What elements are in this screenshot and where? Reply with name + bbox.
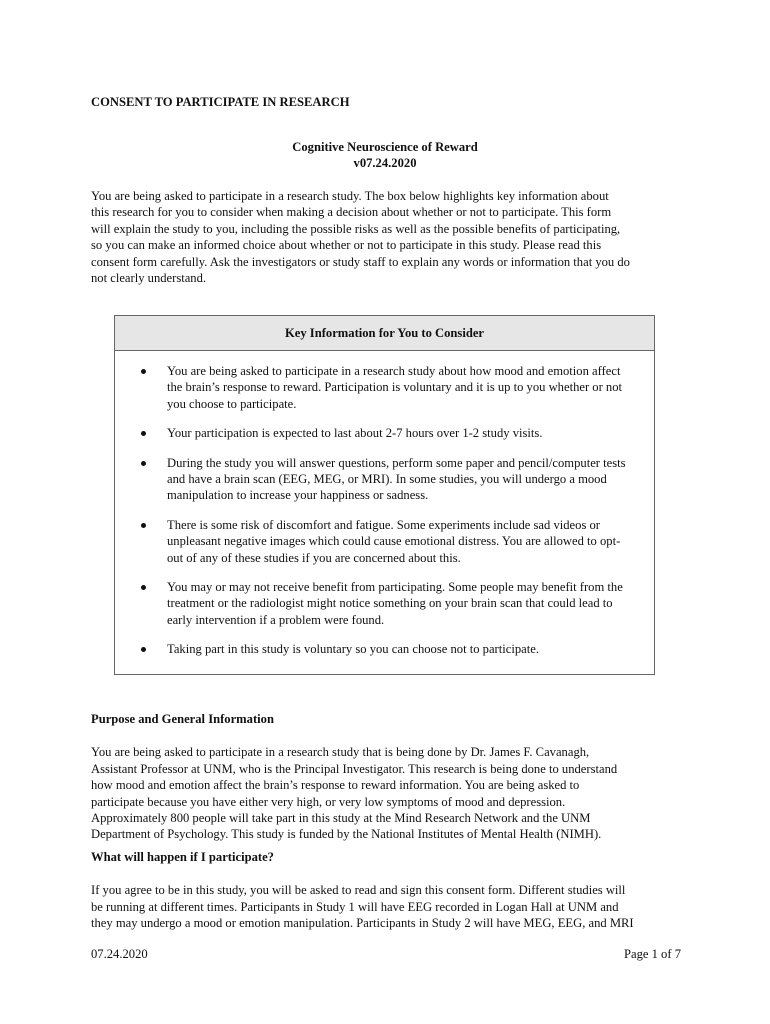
study-title-block bbox=[0, 139, 770, 172]
list-item-line: out of any of these studies if you are concerned about this. bbox=[167, 550, 461, 565]
bullet-icon bbox=[141, 369, 146, 374]
purpose-line: Assistant Professor at UNM, who is the Principal Investigator. This research is being done to understand bbox=[91, 761, 618, 776]
bullet-icon bbox=[141, 431, 146, 436]
list-item-line: Your participation is expected to last about 2-7 hours over 1-2 study visits. bbox=[167, 426, 543, 441]
list-item-line: You are being asked to participate in a research study about how mood and emotion affect bbox=[167, 364, 621, 378]
bullet-icon bbox=[141, 523, 146, 528]
intro-line: will explain the study to you, including the possible risks as well as the possible benefits of participating, bbox=[91, 221, 621, 236]
study-title: Cognitive Neuroscience of Reward bbox=[292, 140, 478, 154]
list-item-line: and have a brain scan (EEG, MEG, or MRI). In some studies, you will undergo a mood bbox=[167, 472, 607, 487]
intro-line: this research for you to consider when making a decision about whether or not to participate. This form bbox=[91, 205, 612, 220]
list-item-line: There is some risk of discomfort and fatigue. Some experiments include sad videos or bbox=[167, 517, 600, 532]
footer-date: 07.24.2020 bbox=[91, 947, 148, 961]
what-happens-line: be running at different times. Participants in Study 1 will have EEG recorded in Logan Hall at UNM and bbox=[91, 899, 619, 914]
list-item-line: Taking part in this study is voluntary so you can choose not to participate. bbox=[167, 642, 539, 657]
list-item-line: early intervention if a problem were found. bbox=[167, 612, 385, 627]
key-information-list bbox=[115, 351, 654, 658]
intro-line: consent form carefully. Ask the investigators or study staff to explain any words or information that you do bbox=[91, 254, 630, 269]
list-item-line: manipulation to increase your happiness or sadness. bbox=[167, 488, 429, 503]
what-happens-line: they may undergo a mood or emotion manipulation. Participants in Study 2 will have MEG, EEG, and MRI bbox=[91, 916, 634, 931]
purpose-line: participate because you have either very high, or very low symptoms of mood and depression. bbox=[91, 794, 566, 809]
purpose-line: how mood and emotion affect the brain’s response to reward information. You are being asked to bbox=[91, 778, 580, 793]
list-item-line: treatment or the radiologist might notice something on your brain scan that could lead to bbox=[167, 596, 613, 611]
study-version: v07.24.2020 bbox=[353, 156, 417, 171]
bullet-icon bbox=[141, 585, 146, 590]
bullet-icon bbox=[141, 461, 146, 466]
list-item bbox=[141, 363, 634, 412]
list-item bbox=[141, 425, 634, 441]
what-happens-heading: What will happen if I participate? bbox=[91, 850, 274, 864]
page-number: Page 1 of 7 bbox=[623, 947, 681, 961]
key-information-title: Key Information for You to Consider bbox=[115, 316, 654, 351]
purpose-line: You are being asked to participate in a research study that is being done by Dr. James F. Cavanagh, bbox=[91, 745, 590, 760]
list-item bbox=[141, 455, 634, 504]
intro-line: You are being asked to participate in a research study. The box below highlights key information about bbox=[91, 189, 609, 203]
intro-paragraph bbox=[91, 188, 681, 286]
what-happens-line: If you agree to be in this study, you will be asked to read and sign this consent form. Different studies will bbox=[91, 883, 626, 898]
purpose-section bbox=[91, 711, 681, 843]
key-information-box bbox=[114, 315, 655, 675]
purpose-heading: Purpose and General Information bbox=[91, 712, 274, 726]
purpose-line: Approximately 800 people will take part in this study at the Mind Research Network and the UNM bbox=[91, 811, 591, 826]
purpose-line: Department of Psychology. This study is funded by the National Institutes of Mental Health (NIMH). bbox=[91, 827, 602, 842]
bullet-icon bbox=[141, 647, 146, 652]
list-item bbox=[141, 641, 634, 657]
page-footer bbox=[91, 946, 681, 962]
document-heading: CONSENT TO PARTICIPATE IN RESEARCH bbox=[91, 95, 350, 109]
list-item-line: You may or may not receive benefit from participating. Some people may benefit from the bbox=[167, 580, 623, 595]
intro-line: not clearly understand. bbox=[91, 271, 207, 286]
list-item-line: you choose to participate. bbox=[167, 396, 297, 411]
list-item-line: unpleasant negative images which could cause emotional distress. You are allowed to opt- bbox=[167, 534, 621, 549]
intro-line: so you can make an informed choice about whether or not to participate in this study. Please read this bbox=[91, 238, 602, 253]
list-item-line: the brain’s response to reward. Participation is voluntary and it is up to you whether or not bbox=[167, 380, 623, 395]
list-item-line: During the study you will answer questions, perform some paper and pencil/computer tests bbox=[167, 455, 626, 470]
list-item bbox=[141, 579, 634, 628]
what-happens-section bbox=[91, 849, 681, 932]
list-item bbox=[141, 517, 634, 566]
